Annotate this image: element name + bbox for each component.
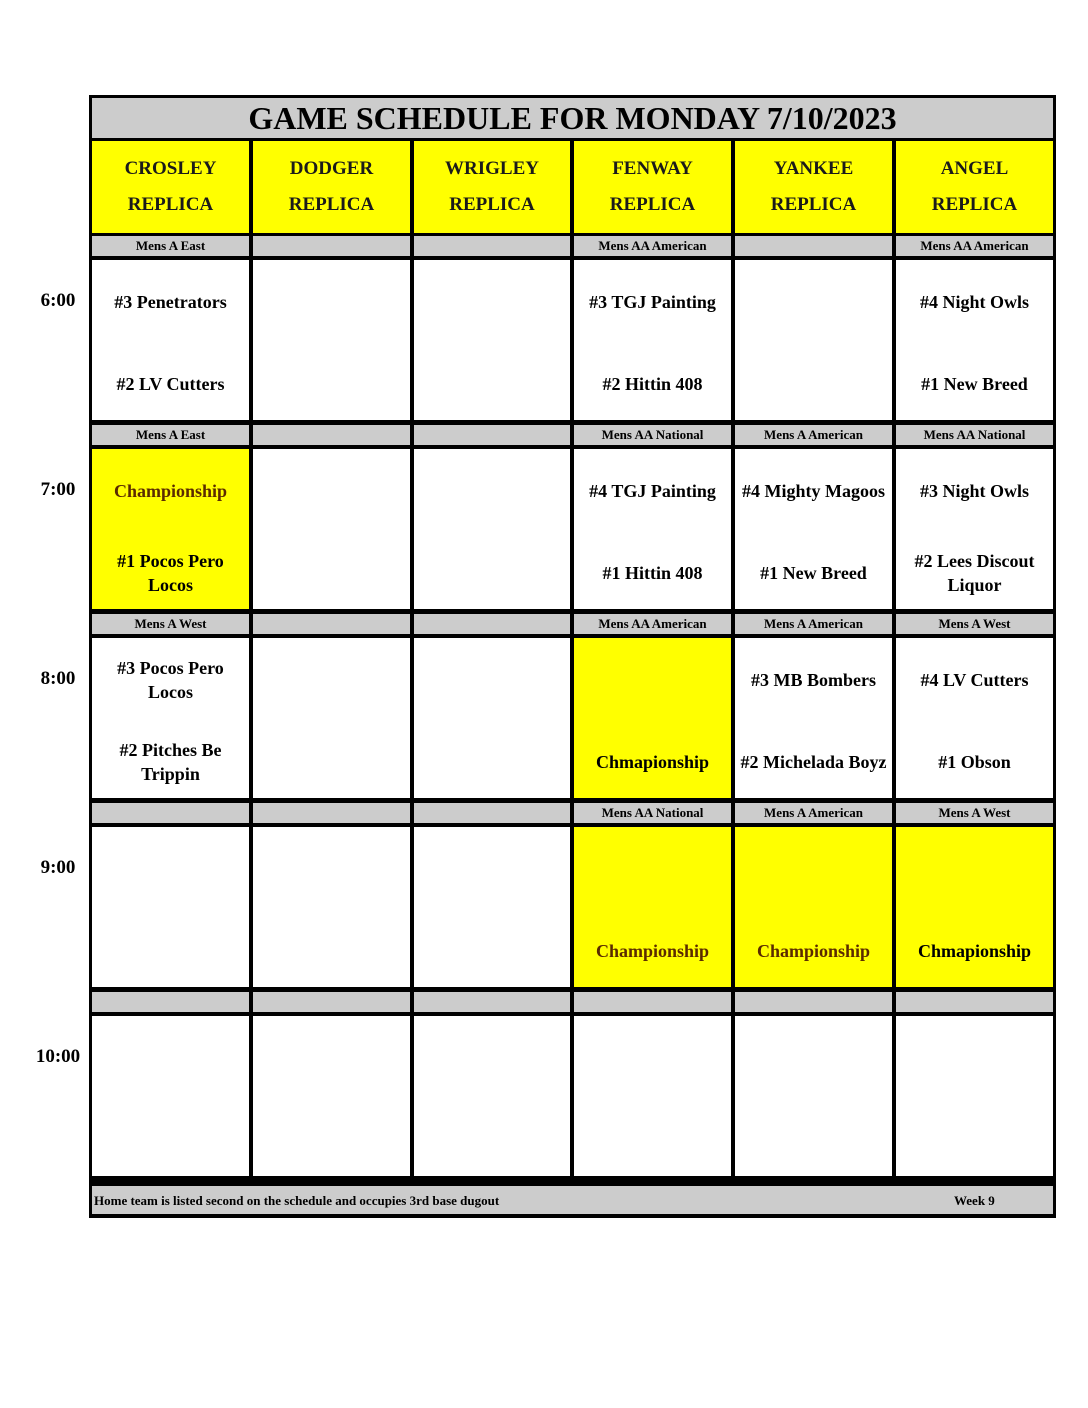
away-team [96,1032,245,1084]
game-cell [92,827,249,987]
field-subtitle: REPLICA [449,194,535,215]
home-team: #1 New Breed [760,563,867,583]
division-label: Mens A American [735,425,892,445]
home-team: Chmapionship [595,752,710,772]
footer-bar [92,1186,1053,1214]
home-team: #2 Lees Discout Liquor [914,551,1035,595]
division-label [414,425,570,445]
division-label: Mens A East [92,236,249,256]
game-cell [735,1016,892,1176]
game-cell [574,1016,731,1176]
game-cell [253,1016,410,1176]
division-label [253,425,410,445]
division-label [735,236,892,256]
division-label: Mens AA American [574,614,731,634]
field-header-crosley [92,141,249,233]
home-team [257,736,406,788]
home-team: Championship [595,941,710,961]
field-name: DODGER [289,158,374,179]
away-team: #3 MB Bombers [751,670,876,690]
home-team: #1 Obson [938,752,1011,772]
game-cell [414,638,570,798]
division-label [735,992,892,1012]
game-cell [92,638,249,798]
away-team [257,654,406,706]
division-label: Mens A West [92,614,249,634]
division-label [253,803,410,823]
field-subtitle: REPLICA [770,194,857,215]
division-label: Mens A East [92,425,249,445]
division-label [414,803,570,823]
away-team: #4 Night Owls [919,292,1029,312]
field-subtitle: REPLICA [609,194,696,215]
division-label: Mens A West [896,803,1053,823]
schedule-title: GAME SCHEDULE FOR MONDAY 7/10/2023 [92,98,1053,138]
time-label: 10:00 [35,1046,81,1067]
away-team [578,654,727,706]
game-cell [414,449,570,609]
away-team: #3 TGJ Painting [589,292,716,312]
game-cell [253,260,410,420]
field-header-dodger [253,141,410,233]
time-label: 6:00 [40,290,76,311]
field-subtitle: REPLICA [288,194,375,215]
division-label [574,992,731,1012]
away-team: Championship [113,481,228,501]
field-name: ANGEL [940,158,1009,179]
division-label: Mens AA American [896,236,1053,256]
home-team: #2 Pitches Be Trippin [119,740,222,784]
game-cell [735,827,892,987]
division-label: Mens A American [735,803,892,823]
home-team: Chmapionship [917,941,1032,961]
away-team [418,276,566,328]
game-cell [253,638,410,798]
game-cell [574,260,731,420]
home-team [418,925,566,977]
field-name: FENWAY [612,158,693,179]
division-label: Mens A American [735,614,892,634]
game-cell [414,260,570,420]
away-team: #4 LV Cutters [920,670,1029,690]
division-label: Mens AA American [574,236,731,256]
division-label [414,614,570,634]
time-label: 7:00 [40,479,76,500]
field-header-yankee [735,141,892,233]
away-team: #3 Penetrators [114,292,227,312]
away-team [739,1032,888,1084]
game-cell [896,827,1053,987]
division-label [414,992,570,1012]
away-team [257,1032,406,1084]
division-label: Mens AA National [574,803,731,823]
home-team: #1 Hittin 408 [602,563,703,583]
game-cell [735,260,892,420]
away-team: #4 Mighty Magoos [742,481,885,501]
home-team [96,925,245,977]
away-team [578,1032,727,1084]
away-team [418,465,566,517]
home-team: #1 Pocos Pero Locos [117,551,224,595]
home-team [578,1114,727,1166]
game-cell [574,827,731,987]
game-cell [574,449,731,609]
game-cell [92,1016,249,1176]
schedule-table [89,95,1056,1218]
division-label [92,992,249,1012]
away-team [900,843,1049,895]
home-team-note: Home team is listed second on the schedule and occupies 3rd base dugout [94,1193,500,1208]
home-team [418,736,566,788]
home-team [900,1114,1049,1166]
division-label: Mens A West [896,614,1053,634]
home-team [257,547,406,599]
game-cell [574,638,731,798]
game-cell [414,1016,570,1176]
field-header-wrigley [414,141,570,233]
game-cell [92,449,249,609]
division-label [896,992,1053,1012]
field-subtitle: REPLICA [931,194,1018,215]
game-cell [92,260,249,420]
division-label: Mens AA National [896,425,1053,445]
away-team [257,465,406,517]
time-label: 9:00 [40,857,76,878]
home-team [257,358,406,410]
division-label: Mens AA National [574,425,731,445]
division-label [253,992,410,1012]
field-name: WRIGLEY [445,158,539,179]
field-header-angel [896,141,1053,233]
home-team: Championship [756,941,871,961]
game-cell [414,827,570,987]
game-cell [896,449,1053,609]
away-team [578,843,727,895]
division-label [414,236,570,256]
home-team: #2 LV Cutters [116,374,225,394]
home-team [739,358,888,410]
field-name: YANKEE [773,158,854,179]
field-header-fenway [574,141,731,233]
home-team: #2 Hittin 408 [602,374,703,394]
field-name: CROSLEY [124,158,217,179]
game-cell [896,1016,1053,1176]
away-team [96,843,245,895]
away-team [418,654,566,706]
game-cell [896,260,1053,420]
game-cell [253,449,410,609]
home-team [257,925,406,977]
home-team [418,1114,566,1166]
game-cell [735,638,892,798]
time-label: 8:00 [40,668,76,689]
away-team [739,843,888,895]
home-team [739,1114,888,1166]
away-team [257,843,406,895]
home-team: #2 Michelada Boyz [740,752,887,772]
game-cell [735,449,892,609]
division-label [92,803,249,823]
field-subtitle: REPLICA [127,194,214,215]
division-label [253,236,410,256]
game-cell [896,638,1053,798]
away-team: #3 Pocos Pero Locos [117,658,224,702]
home-team [257,1114,406,1166]
away-team [418,843,566,895]
away-team: #3 Night Owls [919,481,1029,501]
game-cell [253,827,410,987]
away-team: #4 TGJ Painting [589,481,716,501]
division-label [253,614,410,634]
away-team [418,1032,566,1084]
away-team [739,276,888,328]
home-team [418,358,566,410]
home-team: #1 New Breed [921,374,1028,394]
away-team [257,276,406,328]
home-team [418,547,566,599]
week-label: Week 9 [954,1193,995,1208]
home-team [96,1114,245,1166]
away-team [900,1032,1049,1084]
